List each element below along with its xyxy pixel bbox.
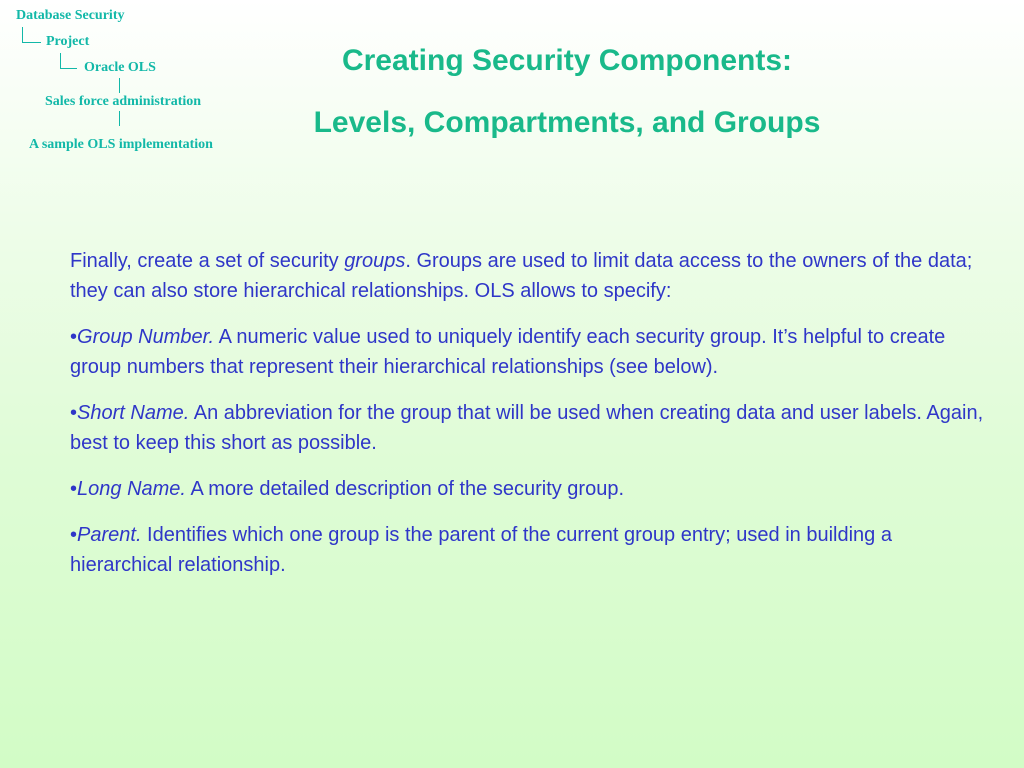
intro-paragraph <box>70 246 986 306</box>
bullet-text: An abbreviation for the group that will be used when creating data and user labels. Again, best to keep this short as possible. <box>70 402 984 454</box>
page-title-line-2: Levels, Compartments, and Groups <box>313 106 821 139</box>
tree-connector <box>60 68 77 69</box>
breadcrumb-oracle-ols[interactable]: Oracle OLS <box>84 60 156 75</box>
breadcrumb-project[interactable]: Project <box>46 34 90 49</box>
bullet-item <box>70 474 986 504</box>
bullet-item <box>70 520 986 580</box>
bullet-icon: • <box>70 524 78 546</box>
tree-connector <box>60 53 61 68</box>
breadcrumb-sample-ols-implementation[interactable]: A sample OLS implementation <box>29 137 213 152</box>
intro-emphasis: groups <box>344 250 406 272</box>
slide-body <box>70 246 986 596</box>
bullet-term: Parent. <box>77 524 142 546</box>
bullet-item <box>70 398 986 458</box>
bullet-term: Long Name. <box>77 478 186 500</box>
bullet-term: Short Name. <box>77 402 190 424</box>
bullet-icon: • <box>70 478 78 500</box>
tree-connector <box>22 27 23 42</box>
bullet-text: Identifies which one group is the parent of the current group entry; used in building a hierarchical relationship. <box>70 524 892 576</box>
tree-connector <box>119 78 120 93</box>
bullet-item <box>70 322 986 382</box>
intro-text-rest: . Groups are used to limit data access to the owners of the data; they can also store hierarchical relationships. OLS allows to specify: <box>70 250 973 302</box>
tree-connector <box>119 111 120 126</box>
bullet-icon: • <box>70 402 78 424</box>
bullet-term: Group Number. <box>77 326 215 348</box>
bullet-icon: • <box>70 326 78 348</box>
breadcrumb-sales-force-administration[interactable]: Sales force administration <box>45 94 202 109</box>
tree-connector <box>22 42 41 43</box>
page-title-line-1: Creating Security Components: <box>341 44 793 77</box>
intro-text: Finally, create a set of security <box>70 250 345 272</box>
breadcrumb <box>0 0 270 160</box>
bullet-text: A numeric value used to uniquely identify each security group. It’s helpful to create group numbers that represent their hierarchical relationships (see below). <box>70 326 946 378</box>
breadcrumb-database-security[interactable]: Database Security <box>16 8 125 23</box>
bullet-text: A more detailed description of the security group. <box>185 478 625 500</box>
